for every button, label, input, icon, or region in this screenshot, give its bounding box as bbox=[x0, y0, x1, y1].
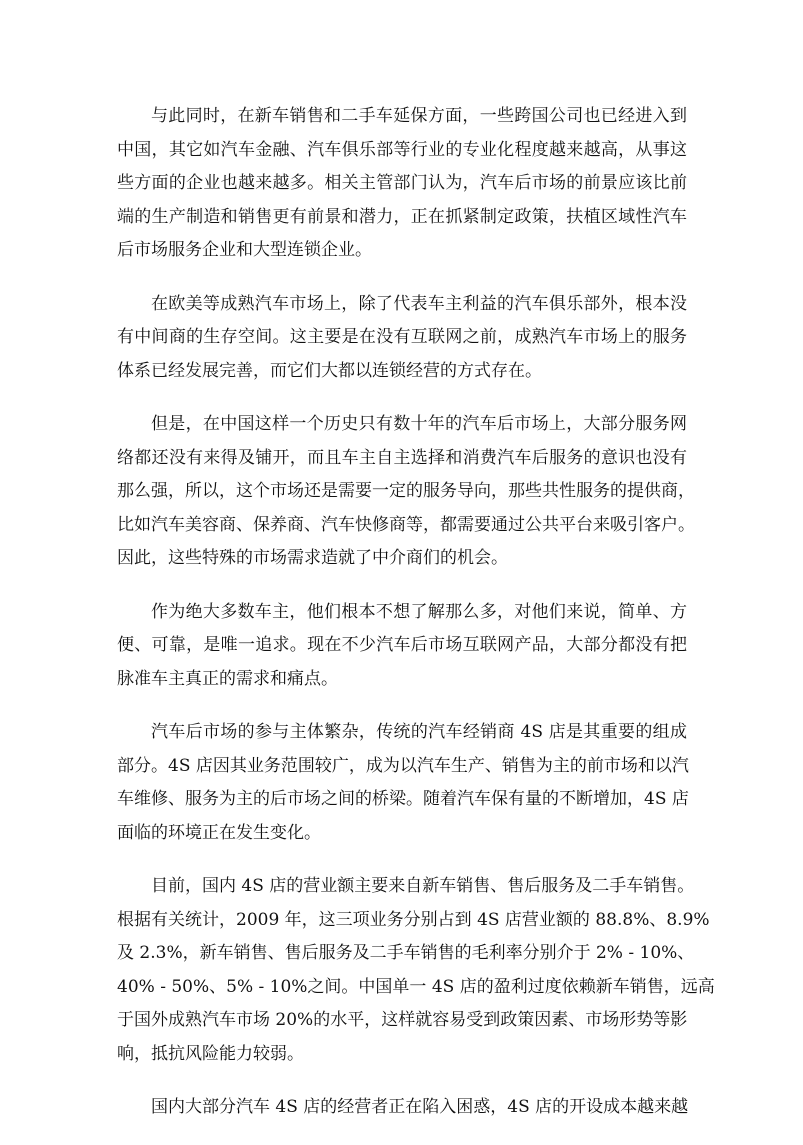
paragraph-5 bbox=[117, 716, 687, 850]
paragraph-line: 便、可靠，是唯一追求。现在不少汽车后市场互联网产品，大部分都没有把 bbox=[117, 635, 687, 655]
paragraph-line: 响，抵抗风险能力较弱。 bbox=[117, 1043, 304, 1064]
paragraph-line: 比如汽车美容商、保养商、汽车快修商等，都需要通过公共平台来吸引客户。 bbox=[117, 514, 695, 535]
paragraph-line: 后市场服务企业和大型连锁企业。 bbox=[117, 240, 372, 260]
paragraph-line: 面临的环境正在发生变化。 bbox=[117, 822, 321, 843]
paragraph-line: 有中间商的生存空间。这主要是在没有互联网之前，成熟汽车市场上的服务 bbox=[117, 327, 687, 347]
paragraph-line: 及 2.3%，新车销售、售后服务及二手车销售的毛利率分别介于 2% - 10%、 bbox=[117, 943, 695, 963]
paragraph-line: 与此同时，在新车销售和二手车延保方面，一些跨国公司也已经进入到 bbox=[151, 106, 687, 126]
paragraph-6 bbox=[117, 870, 715, 1071]
document-body bbox=[117, 100, 715, 1145]
paragraph-line: 汽车后市场的参与主体繁杂，传统的汽车经销商 4S 店是其重要的组成 bbox=[151, 722, 687, 742]
paragraph-line: 车维修、服务为主的后市场之间的桥梁。随着汽车保有量的不断增加，4S 店 bbox=[117, 789, 689, 809]
paragraph-line: 体系已经发展完善，而它们大都以连锁经营的方式存在。 bbox=[117, 360, 542, 381]
paragraph-line: 作为绝大多数车主，他们根本不想了解那么多，对他们来说，简单、方 bbox=[151, 601, 687, 622]
paragraph-7 bbox=[117, 1091, 687, 1125]
paragraph-line: 但是，在中国这样一个历史只有数十年的汽车后市场上，大部分服务网 bbox=[151, 414, 687, 434]
paragraph-line: 脉准车主真正的需求和痛点。 bbox=[117, 668, 338, 689]
paragraph-line: 于国外成熟汽车市场 20%的水平，这样就容易受到政策因素、市场形势等影 bbox=[117, 1010, 688, 1030]
paragraph-line: 那么强，所以，这个市场还是需要一定的服务导向，那些共性服务的提供商， bbox=[117, 481, 695, 501]
paragraph-line: 目前，国内 4S 店的营业额主要来自新车销售、售后服务及二手车销售。 bbox=[151, 876, 695, 896]
paragraph-line: 端的生产制造和销售更有前景和潜力，正在抓紧制定政策，扶植区域性汽车 bbox=[117, 206, 687, 227]
paragraph-1 bbox=[117, 100, 687, 268]
paragraph-4 bbox=[117, 596, 687, 697]
paragraph-2 bbox=[117, 288, 687, 389]
paragraph-3 bbox=[117, 408, 695, 576]
paragraph-line: 根据有关统计，2009 年，这三项业务分别占到 4S 店营业额的 88.8%、8.9% bbox=[117, 909, 710, 930]
paragraph-line: 国内大部分汽车 4S 店的经营者正在陷入困惑，4S 店的开设成本越来越 bbox=[151, 1097, 689, 1117]
paragraph-line: 在欧美等成熟汽车市场上，除了代表车主利益的汽车俱乐部外，根本没 bbox=[151, 293, 687, 314]
paragraph-line: 些方面的企业也越来越多。相关主管部门认为，汽车后市场的前景应该比前 bbox=[117, 173, 687, 193]
paragraph-line: 40% - 50%、5% - 10%之间。中国单一 4S 店的盈利过度依赖新车销售，远高 bbox=[117, 976, 715, 997]
paragraph-line: 部分。4S 店因其业务范围较广，成为以汽车生产、销售为主的前市场和以汽 bbox=[117, 755, 689, 776]
paragraph-line: 络都还没有来得及铺开，而且车主自主选择和消费汽车后服务的意识也没有 bbox=[117, 447, 687, 468]
paragraph-line: 因此，这些特殊的市场需求造就了中介商们的机会。 bbox=[117, 548, 508, 568]
paragraph-line: 中国，其它如汽车金融、汽车俱乐部等行业的专业化程度越来越高，从事这 bbox=[117, 139, 687, 160]
